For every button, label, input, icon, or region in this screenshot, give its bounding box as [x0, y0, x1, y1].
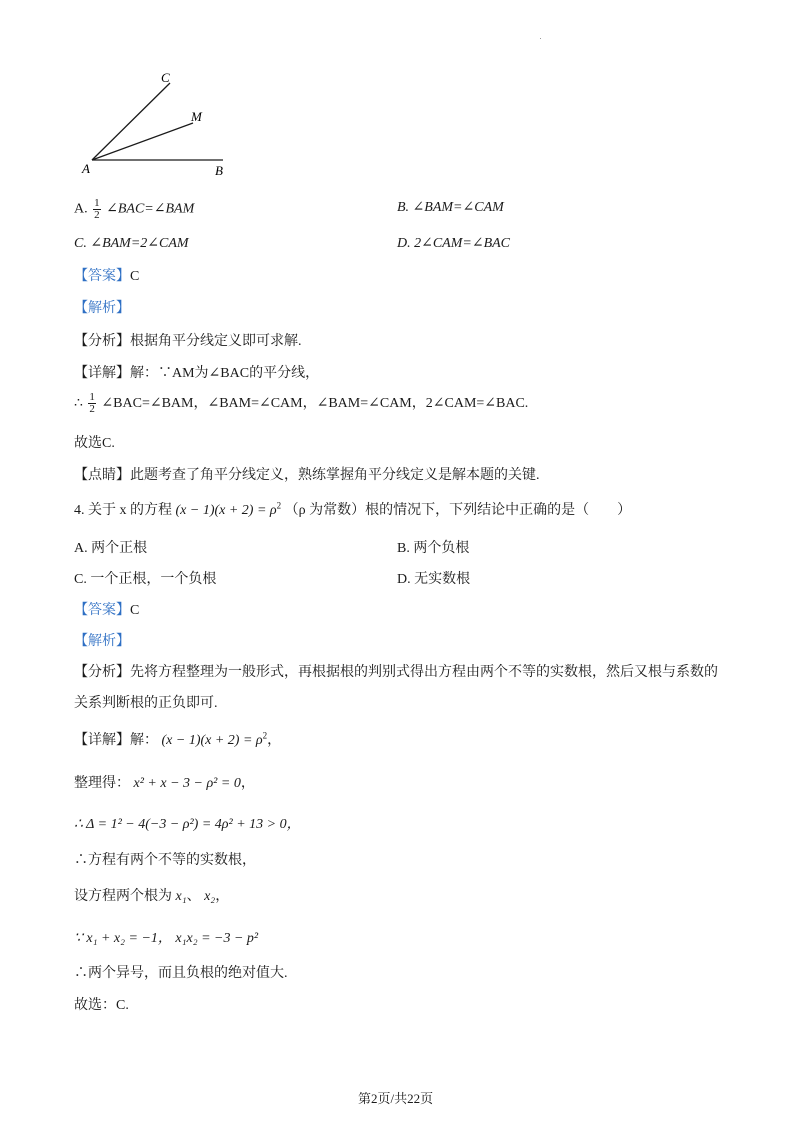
set-roots-end: ，	[215, 889, 230, 904]
therefore-symbol: ∴	[74, 396, 83, 411]
fenxi-tag: 【分析】	[74, 665, 130, 680]
q4-choose: 故选：C.	[74, 998, 129, 1013]
fraction-denominator: 2	[89, 403, 95, 416]
xiangjie-pre: 解：	[130, 733, 158, 748]
q4-set-roots-line	[74, 885, 229, 905]
q4-option-a: A. 两个正根	[74, 541, 148, 556]
q3-option-a	[74, 198, 194, 221]
q4-analysis-tag: 【解析】	[74, 634, 130, 649]
root-x2: x₂	[204, 889, 216, 904]
therefore-text: ∠BAC=∠BAM，∠BAM=∠CAM，∠BAM=∠CAM，2∠CAM=∠BAC.	[101, 396, 529, 411]
q3-choose: 故选C.	[74, 436, 115, 451]
q4-option-c: C. 一个正根，一个负根	[74, 572, 217, 587]
label-C: C	[161, 70, 170, 85]
label-M: M	[191, 109, 202, 124]
xiangjie-tag: 【详解】	[74, 366, 130, 381]
fenxi-text-1: 先将方程整理为一般形式，再根据根的判别式得出方程由两个不等的实数根，然后又根与系数的	[130, 665, 718, 680]
q4-fenxi-line1	[74, 661, 718, 681]
q4-delta-line: ∴ Δ = 1² − 4(−3 − ρ²) = 4ρ² + 13 > 0，	[74, 817, 301, 832]
fraction-denominator: 2	[94, 209, 100, 221]
q4-conclusion: ∴两个异号，而且负根的绝对值大.	[74, 966, 288, 981]
q3-option-b: B. ∠BAM=∠CAM	[397, 200, 504, 215]
xiangjie-equation: (x − 1)(x + 2) = ρ	[161, 733, 263, 748]
q3-option-a-prefix: A.	[74, 201, 88, 217]
q3-xiangjie-line	[74, 362, 319, 382]
zhengli-end: ，	[240, 776, 255, 791]
set-roots-sep: 、	[186, 889, 201, 904]
answer-value: C	[130, 269, 140, 284]
q4-stem-equation: (x − 1)(x + 2) = ρ	[175, 503, 277, 518]
q3-answer-line	[74, 265, 139, 285]
dianjing-tag: 【点睛】	[74, 468, 130, 483]
q3-option-c: C. ∠BAM=2∠CAM	[74, 236, 189, 251]
root-x1: x₁	[175, 889, 187, 904]
q3-analysis-tag: 【解析】	[74, 301, 130, 316]
fraction-numerator: 1	[94, 197, 100, 209]
q4-two-roots: ∴方程有两个不等的实数根，	[74, 853, 256, 868]
page-footer: 第2页/共22页	[358, 1091, 434, 1106]
set-roots-pre: 设方程两个根为	[74, 889, 172, 904]
q4-answer-line	[74, 599, 139, 619]
q3-therefore-line	[74, 392, 528, 415]
q3-dianjing-line	[74, 464, 540, 484]
answer-tag: 【答案】	[74, 603, 130, 618]
q4-stem-pre: 4. 关于 x 的方程	[74, 503, 172, 518]
angle-figure	[75, 65, 245, 185]
label-A: A	[82, 161, 90, 176]
q4-fenxi-line2: 关系判断根的正负即可.	[74, 696, 218, 711]
q4-stem-sup: 2	[276, 500, 282, 511]
label-B: B	[215, 163, 223, 178]
answer-tag: 【答案】	[74, 269, 130, 284]
answer-value: C	[130, 603, 140, 618]
xiangjie-sup: 2	[262, 730, 268, 741]
q3-option-a-fraction	[93, 198, 101, 221]
page-speck	[540, 38, 541, 39]
q3-therefore-fraction	[88, 392, 96, 415]
zhengli-equation: x² + x − 3 − ρ² = 0	[133, 776, 241, 791]
fenxi-tag: 【分析】	[74, 334, 130, 349]
xiangjie-text: 解：∵AM为∠BAC的平分线，	[130, 366, 320, 381]
dianjing-text: 此题考查了角平分线定义，熟练掌握角平分线定义是解本题的关键.	[130, 468, 540, 483]
q4-option-d: D. 无实数根	[397, 572, 471, 587]
q4-zhengli-line	[74, 772, 255, 792]
xiangjie-tag: 【详解】	[74, 733, 130, 748]
q4-stem-post: （ρ 为常数）根的情况下，下列结论中正确的是（ ）	[284, 503, 632, 518]
q4-stem	[74, 499, 631, 519]
ray-AC	[92, 83, 170, 160]
q4-xiangjie-line	[74, 729, 281, 749]
q4-vieta-line: ∵ x₁ + x₂ = −1， x₁x₂ = −3 − p²	[74, 931, 259, 946]
zhengli-pre: 整理得：	[74, 776, 130, 791]
q3-fenxi-line	[74, 330, 302, 350]
ray-AM	[92, 123, 193, 160]
q4-option-b: B. 两个负根	[397, 541, 470, 556]
fraction-numerator: 1	[89, 391, 95, 404]
q3-option-d: D. 2∠CAM=∠BAC	[397, 236, 511, 251]
fenxi-text: 根据角平分线定义即可求解.	[130, 334, 302, 349]
q3-option-a-text: ∠BAC=∠BAM	[106, 201, 195, 217]
xiangjie-end: ，	[267, 733, 282, 748]
